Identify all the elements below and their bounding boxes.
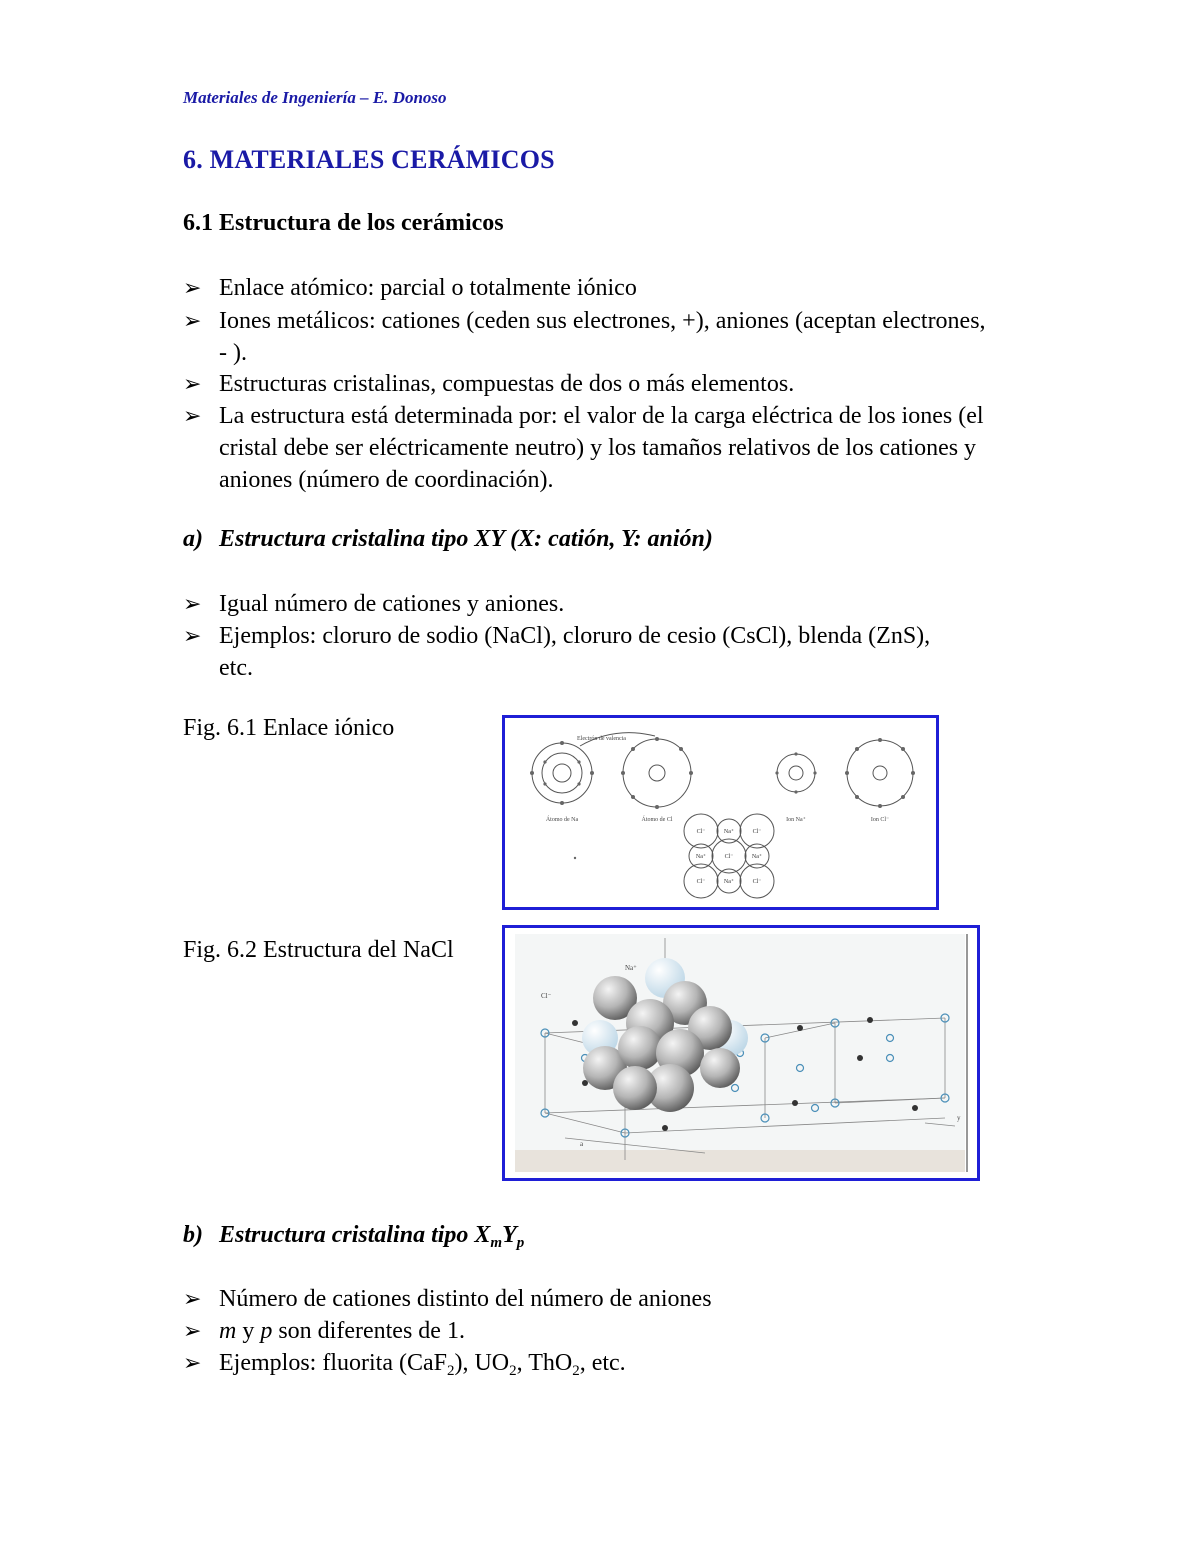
lattice-ion: Na⁺ xyxy=(751,854,763,860)
lattice-ion: Cl⁻ xyxy=(696,879,706,885)
lattice-ion: Cl⁻ xyxy=(696,829,706,835)
chapter-title: 6. MATERIALES CERÁMICOS xyxy=(183,145,555,174)
arrowhead-bullet-icon: ➢ xyxy=(183,275,202,300)
figure-caption: Fig. 6.1 Enlace iónico xyxy=(183,715,395,741)
lattice-ion: Na⁺ xyxy=(723,879,735,885)
lattice-ion: Na⁺ xyxy=(695,854,707,860)
arrowhead-bullet-icon: ➢ xyxy=(183,308,202,333)
lattice-ion: Cl⁻ xyxy=(752,829,762,835)
axis-label-y: y xyxy=(957,1114,961,1122)
arrowhead-bullet-icon: ➢ xyxy=(183,1350,202,1375)
arrowhead-bullet-icon: ➢ xyxy=(183,591,202,616)
lattice-ion: Cl⁻ xyxy=(724,854,734,860)
section-heading-a: a) Estructura cristalina tipo XY (X: catión, Y: anión) xyxy=(183,526,713,552)
lattice-ion: Na⁺ xyxy=(723,829,735,835)
arrowhead-bullet-icon: ➢ xyxy=(183,403,202,428)
arrowhead-bullet-icon: ➢ xyxy=(183,371,202,396)
lattice-ion: Cl⁻ xyxy=(752,879,762,885)
label-cl-atom: Átomo de Cl xyxy=(641,817,673,823)
section-heading-6-1: 6.1 Estructura de los cerámicos xyxy=(183,210,504,236)
ionic-bond-diagram xyxy=(505,718,936,907)
electron-label: Electrón de valencia xyxy=(577,736,626,742)
label-cl-ion: Cl⁻ xyxy=(541,992,552,1000)
arrowhead-bullet-icon: ➢ xyxy=(183,1286,202,1311)
arrowhead-bullet-icon: ➢ xyxy=(183,623,202,648)
figure-nacl-structure xyxy=(502,925,980,1181)
figure-ionic-bond xyxy=(502,715,939,910)
running-header: Materiales de Ingeniería – E. Donoso xyxy=(183,88,447,107)
label-na-atom: Átomo de Na xyxy=(545,817,579,823)
nacl-structure-diagram xyxy=(505,928,977,1178)
label-na-ion: Ion Na⁺ xyxy=(786,817,806,823)
section-heading-b: b) Estructura cristalina tipo $X_mY_p$ xyxy=(183,1222,525,1251)
label-cl-ion: Ion Cl⁻ xyxy=(870,817,890,823)
figure-caption: Fig. 6.2 Estructura del NaCl xyxy=(183,937,454,963)
arrowhead-bullet-icon: ➢ xyxy=(183,1318,202,1343)
axis-label-a: a xyxy=(580,1140,584,1148)
label-na-ion: Na⁺ xyxy=(625,964,637,972)
